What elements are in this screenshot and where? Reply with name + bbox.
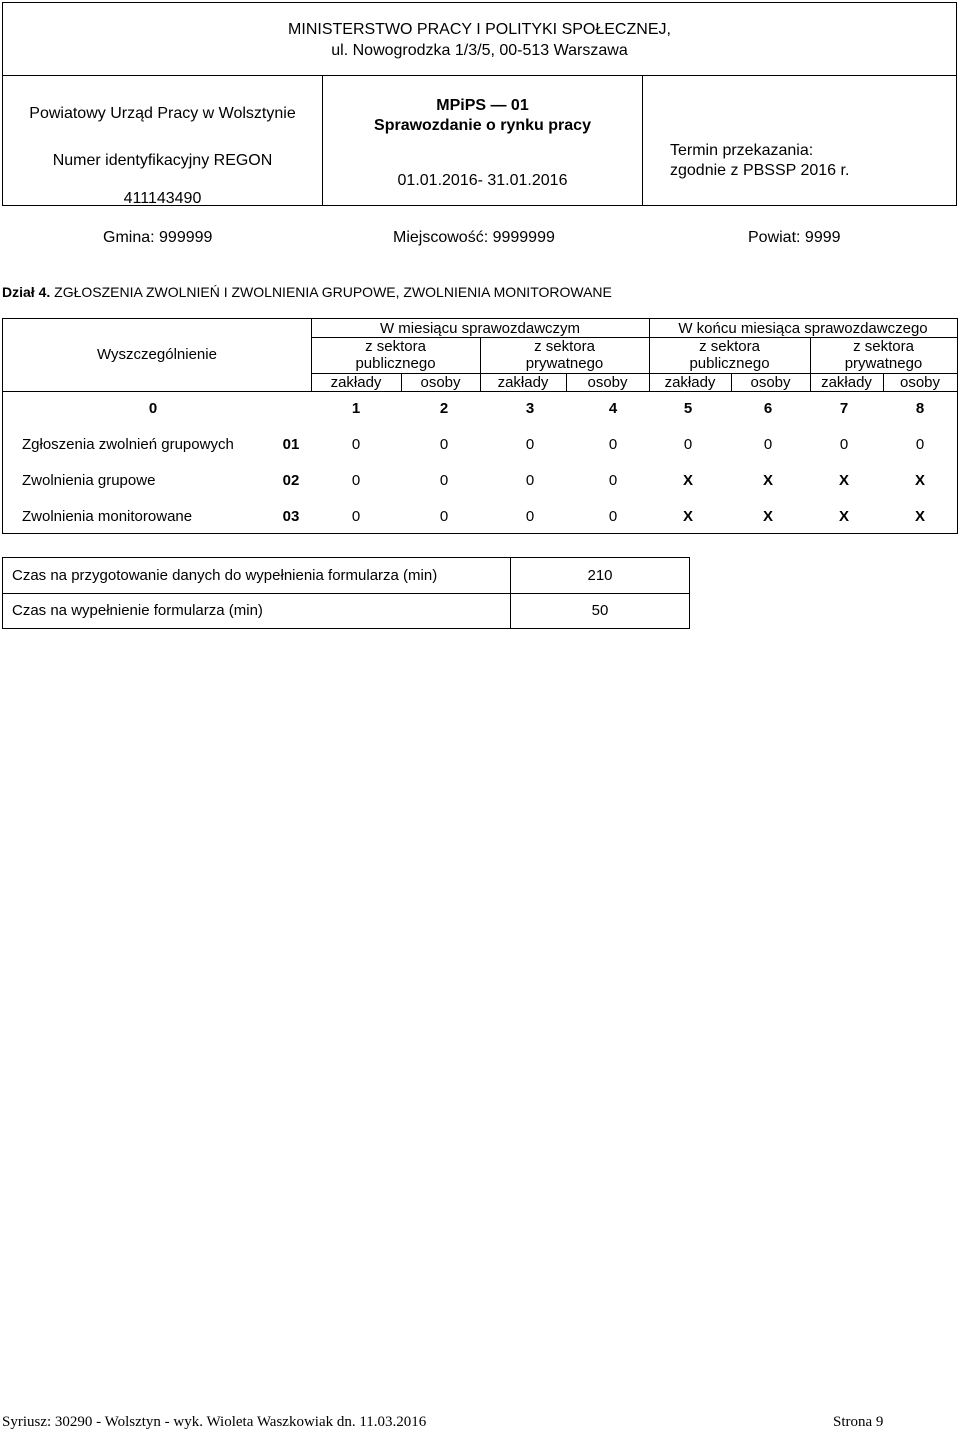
table-cell: 0 [608, 436, 618, 453]
powiat-label: Powiat: 9999 [748, 229, 841, 246]
group-header-month: W miesiącu sprawozdawczym [379, 320, 581, 337]
prep-time-label: Czas na przygotowanie danych do wypełnienia formularza (min) [12, 567, 438, 584]
section-name: ZGŁOSZENIA ZWOLNIEŃ I ZWOLNIENIA GRUPOWE, ZWOLNIENIA MONITOROWANE [54, 284, 612, 300]
column-number: 2 [439, 400, 449, 417]
table-cell: X [682, 508, 693, 525]
table-cell: 0 [839, 436, 849, 453]
fill-time-value: 50 [591, 602, 609, 619]
form-block [323, 76, 643, 205]
column-number: 4 [608, 400, 618, 417]
corner-header: Wyszczególnienie [97, 346, 217, 363]
table-cell: 0 [439, 472, 449, 489]
ministry-name: MINISTERSTWO PRACY I POLITYKI SPOŁECZNEJ, [288, 21, 671, 38]
regon-value: 411143490 [123, 190, 202, 207]
form-code: MPiPS — 01 [436, 97, 529, 114]
miejscowosc-label: Miejscowość: 9999999 [393, 229, 555, 246]
unit-header: osoby [750, 374, 791, 391]
table-cell: X [838, 508, 849, 525]
column-number: 8 [915, 400, 925, 417]
column-number: 5 [683, 400, 693, 417]
table-cell: 0 [439, 508, 449, 525]
table-cell: 0 [351, 508, 361, 525]
table-cell: 0 [608, 472, 618, 489]
office-block [3, 76, 323, 205]
table-cell: X [914, 472, 925, 489]
deadline-label: Termin przekazania: [670, 142, 814, 159]
group-header-month-end: W końcu miesiąca sprawozdawczego [678, 320, 928, 337]
report-period: 01.01.2016- 31.01.2016 [397, 172, 568, 189]
form-title: Sprawozdanie o rynku pracy [374, 117, 591, 134]
table-cell: 0 [608, 508, 618, 525]
ministry-address: ul. Nowogrodzka 1/3/5, 00-513 Warszawa [331, 42, 628, 59]
unit-header: osoby [420, 374, 461, 391]
footer-author: Syriusz: 30290 - Wolsztyn - wyk. Wioleta Waszkowiak dn. 11.03.2016 [2, 1414, 427, 1430]
column-number: 6 [763, 400, 773, 417]
column-number: 7 [839, 400, 849, 417]
table-cell: 0 [683, 436, 693, 453]
sector-header-2: z sektora [534, 338, 595, 355]
section-number: Dział 4. [2, 284, 51, 300]
row-code: 02 [282, 472, 300, 489]
row-label: Zwolnienia monitorowane [22, 508, 193, 525]
sector-header-4: z sektora [853, 338, 914, 355]
unit-header: osoby [587, 374, 628, 391]
row-code: 03 [282, 508, 300, 525]
table-cell: 0 [525, 472, 535, 489]
deadline-value: zgodnie z PBSSP 2016 r. [670, 162, 850, 179]
column-number: 3 [525, 400, 535, 417]
gmina-label: Gmina: 999999 [103, 229, 213, 246]
sector-header-1-type: publicznego [355, 355, 436, 372]
table-cell: 0 [525, 436, 535, 453]
sector-header-1: z sektora [365, 338, 426, 355]
completion-time-table [2, 557, 690, 629]
ministry-block [3, 3, 956, 76]
section-title [2, 284, 612, 300]
table-cell: 0 [351, 472, 361, 489]
sector-header-2-type: prywatnego [525, 355, 604, 372]
table-cell: X [914, 508, 925, 525]
column-number: 1 [351, 400, 361, 417]
row-label: Zgłoszenia zwolnień grupowych [22, 436, 234, 453]
table-cell: X [762, 508, 773, 525]
fill-time-label: Czas na wypełnienie formularza (min) [12, 602, 263, 619]
office-name: Powiatowy Urząd Pracy w Wolsztynie [29, 105, 296, 122]
deadline-block [643, 76, 956, 205]
unit-header: zakłady [330, 374, 382, 391]
table-cell: 0 [351, 436, 361, 453]
prep-time-value: 210 [587, 567, 613, 584]
row-code: 01 [282, 436, 300, 453]
regon-label: Numer identyfikacyjny REGON [52, 152, 273, 169]
table-cell: 0 [525, 508, 535, 525]
table-cell: X [682, 472, 693, 489]
page-number: Strona 9 [833, 1414, 884, 1430]
unit-header: osoby [899, 374, 941, 391]
report-header [2, 2, 957, 206]
table-cell: X [838, 472, 849, 489]
table-cell: X [762, 472, 773, 489]
unit-header: zakłady [497, 374, 549, 391]
unit-header: zakłady [821, 374, 872, 391]
table-cell: 0 [763, 436, 773, 453]
unit-header: zakłady [664, 374, 716, 391]
column-number: 0 [148, 400, 158, 417]
sector-header-4-type: prywatnego [844, 355, 923, 372]
sector-header-3-type: publicznego [689, 355, 770, 372]
sector-header-3: z sektora [699, 338, 760, 355]
row-label: Zwolnienia grupowe [22, 472, 156, 489]
table-cell: 0 [915, 436, 925, 453]
data-table [2, 318, 958, 534]
table-cell: 0 [439, 436, 449, 453]
